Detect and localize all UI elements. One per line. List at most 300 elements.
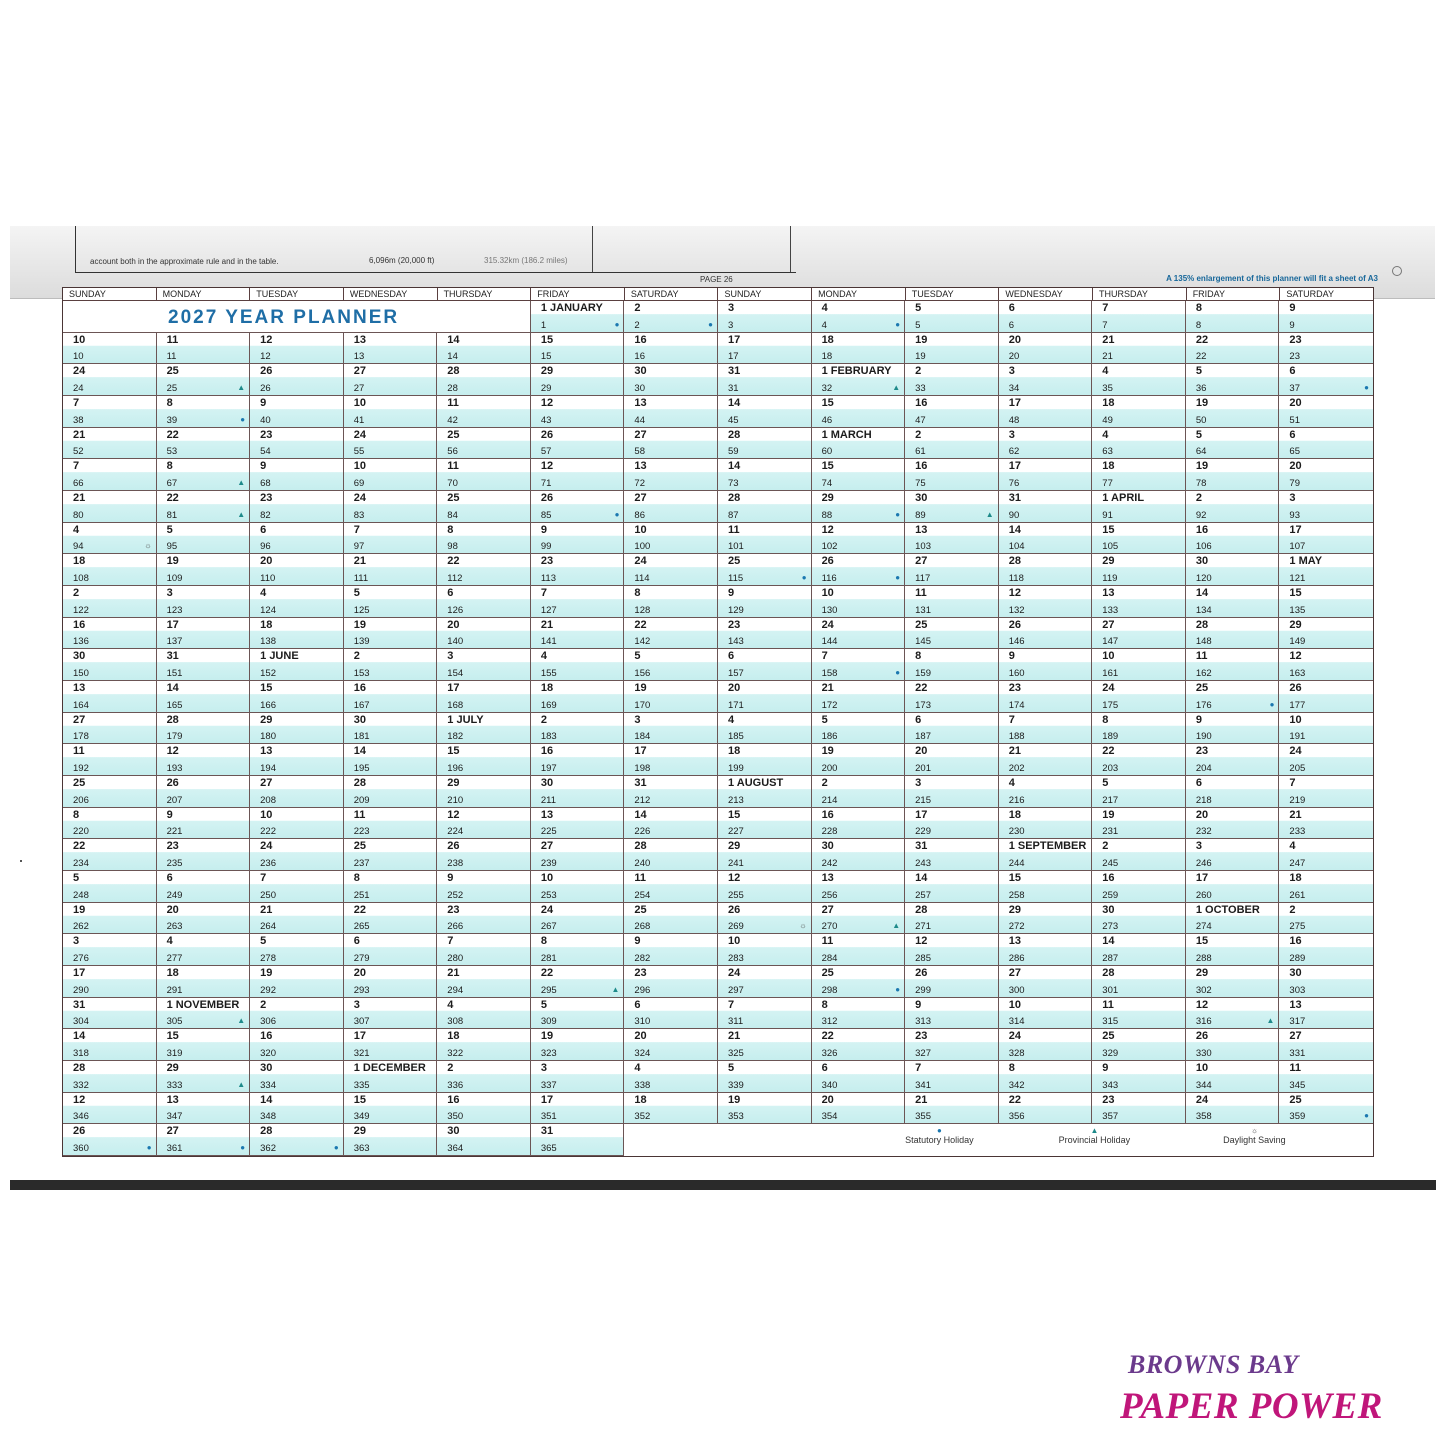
day-cell[interactable] xyxy=(1186,839,1280,871)
day-cell[interactable] xyxy=(624,1061,718,1093)
day-cell[interactable] xyxy=(157,586,251,618)
day-cell[interactable] xyxy=(812,364,906,396)
day-cell[interactable] xyxy=(344,459,438,491)
day-cell[interactable] xyxy=(437,713,531,745)
day-cell[interactable] xyxy=(437,934,531,966)
day-cell[interactable] xyxy=(718,1029,812,1061)
day-cell[interactable] xyxy=(344,808,438,840)
day-cell[interactable] xyxy=(250,713,344,745)
day-cell[interactable] xyxy=(624,934,718,966)
day-cell[interactable] xyxy=(531,491,625,523)
day-cell[interactable] xyxy=(905,1061,999,1093)
day-cell[interactable] xyxy=(437,1061,531,1093)
day-cell[interactable] xyxy=(157,364,251,396)
day-cell[interactable] xyxy=(157,1093,251,1125)
day-cell[interactable] xyxy=(63,649,157,681)
day-cell[interactable] xyxy=(63,364,157,396)
day-cell[interactable] xyxy=(531,744,625,776)
day-cell[interactable] xyxy=(1279,554,1373,586)
day-cell[interactable] xyxy=(250,744,344,776)
day-cell[interactable] xyxy=(624,713,718,745)
day-cell[interactable] xyxy=(1186,776,1280,808)
day-cell[interactable] xyxy=(250,776,344,808)
day-cell[interactable] xyxy=(718,301,812,333)
day-cell[interactable] xyxy=(905,808,999,840)
day-cell[interactable] xyxy=(1186,333,1280,365)
day-cell[interactable] xyxy=(157,934,251,966)
day-cell[interactable] xyxy=(437,649,531,681)
day-cell[interactable] xyxy=(344,1061,438,1093)
day-cell[interactable] xyxy=(250,1093,344,1125)
day-cell[interactable] xyxy=(1279,428,1373,460)
day-cell[interactable] xyxy=(63,459,157,491)
day-cell[interactable] xyxy=(1186,871,1280,903)
day-cell[interactable] xyxy=(718,839,812,871)
day-cell[interactable] xyxy=(157,333,251,365)
day-cell[interactable] xyxy=(905,586,999,618)
day-cell[interactable] xyxy=(437,744,531,776)
day-cell[interactable] xyxy=(905,998,999,1030)
day-cell[interactable] xyxy=(531,1124,625,1156)
day-cell[interactable] xyxy=(1092,903,1186,935)
day-cell[interactable] xyxy=(999,681,1093,713)
day-cell[interactable] xyxy=(812,649,906,681)
day-cell[interactable] xyxy=(812,618,906,650)
day-cell[interactable] xyxy=(812,396,906,428)
day-cell[interactable] xyxy=(1186,364,1280,396)
day-cell[interactable] xyxy=(905,934,999,966)
day-cell[interactable] xyxy=(624,618,718,650)
day-cell[interactable] xyxy=(531,713,625,745)
day-cell[interactable] xyxy=(1186,1029,1280,1061)
day-cell[interactable] xyxy=(624,554,718,586)
day-cell[interactable] xyxy=(1279,808,1373,840)
day-cell[interactable] xyxy=(531,966,625,998)
day-cell[interactable] xyxy=(812,713,906,745)
day-cell[interactable] xyxy=(63,523,157,555)
day-cell[interactable] xyxy=(1279,1093,1373,1125)
day-cell[interactable] xyxy=(531,333,625,365)
day-cell[interactable] xyxy=(531,776,625,808)
day-cell[interactable] xyxy=(1092,776,1186,808)
day-cell[interactable] xyxy=(250,681,344,713)
day-cell[interactable] xyxy=(1279,871,1373,903)
day-cell[interactable] xyxy=(1186,681,1280,713)
day-cell[interactable] xyxy=(1186,618,1280,650)
day-cell[interactable] xyxy=(1186,428,1280,460)
day-cell[interactable] xyxy=(344,871,438,903)
day-cell[interactable] xyxy=(1279,681,1373,713)
day-cell[interactable] xyxy=(1279,966,1373,998)
day-cell[interactable] xyxy=(718,776,812,808)
day-cell[interactable] xyxy=(1279,333,1373,365)
day-cell[interactable] xyxy=(812,301,906,333)
day-cell[interactable] xyxy=(1279,364,1373,396)
day-cell[interactable] xyxy=(812,681,906,713)
day-cell[interactable] xyxy=(1092,998,1186,1030)
day-cell[interactable] xyxy=(624,586,718,618)
day-cell[interactable] xyxy=(999,1029,1093,1061)
day-cell[interactable] xyxy=(905,966,999,998)
day-cell[interactable] xyxy=(157,523,251,555)
day-cell[interactable] xyxy=(63,1093,157,1125)
day-cell[interactable] xyxy=(63,618,157,650)
day-cell[interactable] xyxy=(250,839,344,871)
day-cell[interactable] xyxy=(999,523,1093,555)
day-cell[interactable] xyxy=(1186,934,1280,966)
day-cell[interactable] xyxy=(812,998,906,1030)
day-cell[interactable] xyxy=(905,301,999,333)
day-cell[interactable] xyxy=(1279,776,1373,808)
day-cell[interactable] xyxy=(999,396,1093,428)
day-cell[interactable] xyxy=(718,713,812,745)
day-cell[interactable] xyxy=(1186,491,1280,523)
day-cell[interactable] xyxy=(437,364,531,396)
day-cell[interactable] xyxy=(905,744,999,776)
day-cell[interactable] xyxy=(718,618,812,650)
day-cell[interactable] xyxy=(1092,966,1186,998)
day-cell[interactable] xyxy=(624,364,718,396)
day-cell[interactable] xyxy=(999,998,1093,1030)
day-cell[interactable] xyxy=(999,333,1093,365)
day-cell[interactable] xyxy=(718,523,812,555)
day-cell[interactable] xyxy=(250,428,344,460)
day-cell[interactable] xyxy=(718,428,812,460)
day-cell[interactable] xyxy=(250,1029,344,1061)
day-cell[interactable] xyxy=(999,1061,1093,1093)
day-cell[interactable] xyxy=(157,459,251,491)
day-cell[interactable] xyxy=(1279,491,1373,523)
day-cell[interactable] xyxy=(624,301,718,333)
day-cell[interactable] xyxy=(344,966,438,998)
day-cell[interactable] xyxy=(1092,681,1186,713)
day-cell[interactable] xyxy=(344,1029,438,1061)
day-cell[interactable] xyxy=(1186,903,1280,935)
day-cell[interactable] xyxy=(531,808,625,840)
day-cell[interactable] xyxy=(1186,554,1280,586)
day-cell[interactable] xyxy=(999,744,1093,776)
day-cell[interactable] xyxy=(999,364,1093,396)
day-cell[interactable] xyxy=(718,903,812,935)
day-cell[interactable] xyxy=(624,966,718,998)
day-cell[interactable] xyxy=(344,934,438,966)
day-cell[interactable] xyxy=(531,681,625,713)
day-cell[interactable] xyxy=(437,839,531,871)
day-cell[interactable] xyxy=(812,744,906,776)
day-cell[interactable] xyxy=(1092,1061,1186,1093)
day-cell[interactable] xyxy=(718,808,812,840)
day-cell[interactable] xyxy=(531,1061,625,1093)
day-cell[interactable] xyxy=(1279,903,1373,935)
day-cell[interactable] xyxy=(905,618,999,650)
day-cell[interactable] xyxy=(63,776,157,808)
day-cell[interactable] xyxy=(250,998,344,1030)
day-cell[interactable] xyxy=(63,744,157,776)
day-cell[interactable] xyxy=(1279,934,1373,966)
day-cell[interactable] xyxy=(718,934,812,966)
day-cell[interactable] xyxy=(718,396,812,428)
day-cell[interactable] xyxy=(531,428,625,460)
day-cell[interactable] xyxy=(624,998,718,1030)
day-cell[interactable] xyxy=(63,1124,157,1156)
day-cell[interactable] xyxy=(437,396,531,428)
day-cell[interactable] xyxy=(1092,618,1186,650)
day-cell[interactable] xyxy=(250,934,344,966)
day-cell[interactable] xyxy=(1186,966,1280,998)
day-cell[interactable] xyxy=(250,1124,344,1156)
day-cell[interactable] xyxy=(905,871,999,903)
day-cell[interactable] xyxy=(812,903,906,935)
day-cell[interactable] xyxy=(718,491,812,523)
day-cell[interactable] xyxy=(812,333,906,365)
day-cell[interactable] xyxy=(999,808,1093,840)
day-cell[interactable] xyxy=(344,618,438,650)
day-cell[interactable] xyxy=(531,649,625,681)
day-cell[interactable] xyxy=(437,776,531,808)
day-cell[interactable] xyxy=(624,396,718,428)
day-cell[interactable] xyxy=(63,871,157,903)
day-cell[interactable] xyxy=(344,1093,438,1125)
day-cell[interactable] xyxy=(1279,523,1373,555)
day-cell[interactable] xyxy=(905,839,999,871)
day-cell[interactable] xyxy=(999,713,1093,745)
day-cell[interactable] xyxy=(531,1093,625,1125)
day-cell[interactable] xyxy=(157,871,251,903)
day-cell[interactable] xyxy=(718,998,812,1030)
day-cell[interactable] xyxy=(1279,1061,1373,1093)
day-cell[interactable] xyxy=(344,776,438,808)
day-cell[interactable] xyxy=(344,681,438,713)
day-cell[interactable] xyxy=(344,649,438,681)
day-cell[interactable] xyxy=(905,713,999,745)
day-cell[interactable] xyxy=(344,523,438,555)
day-cell[interactable] xyxy=(812,586,906,618)
day-cell[interactable] xyxy=(531,301,625,333)
day-cell[interactable] xyxy=(999,903,1093,935)
day-cell[interactable] xyxy=(157,966,251,998)
day-cell[interactable] xyxy=(999,1093,1093,1125)
day-cell[interactable] xyxy=(437,333,531,365)
day-cell[interactable] xyxy=(999,776,1093,808)
day-cell[interactable] xyxy=(63,491,157,523)
day-cell[interactable] xyxy=(905,333,999,365)
day-cell[interactable] xyxy=(624,744,718,776)
day-cell[interactable] xyxy=(157,903,251,935)
day-cell[interactable] xyxy=(1186,586,1280,618)
day-cell[interactable] xyxy=(437,681,531,713)
day-cell[interactable] xyxy=(531,903,625,935)
day-cell[interactable] xyxy=(905,681,999,713)
day-cell[interactable] xyxy=(624,903,718,935)
day-cell[interactable] xyxy=(624,776,718,808)
day-cell[interactable] xyxy=(531,554,625,586)
day-cell[interactable] xyxy=(63,681,157,713)
day-cell[interactable] xyxy=(250,523,344,555)
day-cell[interactable] xyxy=(437,966,531,998)
day-cell[interactable] xyxy=(250,966,344,998)
day-cell[interactable] xyxy=(157,681,251,713)
day-cell[interactable] xyxy=(157,776,251,808)
day-cell[interactable] xyxy=(250,396,344,428)
day-cell[interactable] xyxy=(437,586,531,618)
day-cell[interactable] xyxy=(1186,744,1280,776)
day-cell[interactable] xyxy=(1092,744,1186,776)
day-cell[interactable] xyxy=(250,1061,344,1093)
day-cell[interactable] xyxy=(157,428,251,460)
day-cell[interactable] xyxy=(1092,333,1186,365)
day-cell[interactable] xyxy=(1279,618,1373,650)
day-cell[interactable] xyxy=(905,1029,999,1061)
day-cell[interactable] xyxy=(250,364,344,396)
day-cell[interactable] xyxy=(999,459,1093,491)
day-cell[interactable] xyxy=(157,649,251,681)
day-cell[interactable] xyxy=(812,808,906,840)
day-cell[interactable] xyxy=(157,1061,251,1093)
day-cell[interactable] xyxy=(250,586,344,618)
day-cell[interactable] xyxy=(1092,649,1186,681)
day-cell[interactable] xyxy=(812,491,906,523)
day-cell[interactable] xyxy=(718,966,812,998)
day-cell[interactable] xyxy=(531,523,625,555)
day-cell[interactable] xyxy=(1186,396,1280,428)
day-cell[interactable] xyxy=(157,998,251,1030)
day-cell[interactable] xyxy=(1186,459,1280,491)
day-cell[interactable] xyxy=(531,396,625,428)
day-cell[interactable] xyxy=(1092,808,1186,840)
day-cell[interactable] xyxy=(905,649,999,681)
day-cell[interactable] xyxy=(624,459,718,491)
day-cell[interactable] xyxy=(63,966,157,998)
day-cell[interactable] xyxy=(624,871,718,903)
day-cell[interactable] xyxy=(624,1093,718,1125)
day-cell[interactable] xyxy=(531,459,625,491)
day-cell[interactable] xyxy=(437,1093,531,1125)
day-cell[interactable] xyxy=(437,903,531,935)
day-cell[interactable] xyxy=(718,586,812,618)
day-cell[interactable] xyxy=(344,1124,438,1156)
day-cell[interactable] xyxy=(1279,649,1373,681)
day-cell[interactable] xyxy=(718,649,812,681)
day-cell[interactable] xyxy=(1186,808,1280,840)
day-cell[interactable] xyxy=(531,839,625,871)
day-cell[interactable] xyxy=(1186,713,1280,745)
day-cell[interactable] xyxy=(624,839,718,871)
day-cell[interactable] xyxy=(905,396,999,428)
day-cell[interactable] xyxy=(250,333,344,365)
day-cell[interactable] xyxy=(63,903,157,935)
day-cell[interactable] xyxy=(718,681,812,713)
day-cell[interactable] xyxy=(437,998,531,1030)
day-cell[interactable] xyxy=(999,301,1093,333)
day-cell[interactable] xyxy=(531,998,625,1030)
day-cell[interactable] xyxy=(718,871,812,903)
day-cell[interactable] xyxy=(437,428,531,460)
day-cell[interactable] xyxy=(344,491,438,523)
day-cell[interactable] xyxy=(344,396,438,428)
day-cell[interactable] xyxy=(999,934,1093,966)
day-cell[interactable] xyxy=(437,459,531,491)
day-cell[interactable] xyxy=(812,839,906,871)
day-cell[interactable] xyxy=(63,554,157,586)
day-cell[interactable] xyxy=(1279,839,1373,871)
day-cell[interactable] xyxy=(531,934,625,966)
day-cell[interactable] xyxy=(1186,1061,1280,1093)
day-cell[interactable] xyxy=(624,491,718,523)
day-cell[interactable] xyxy=(63,586,157,618)
day-cell[interactable] xyxy=(718,554,812,586)
day-cell[interactable] xyxy=(812,776,906,808)
day-cell[interactable] xyxy=(531,871,625,903)
day-cell[interactable] xyxy=(437,618,531,650)
day-cell[interactable] xyxy=(437,523,531,555)
day-cell[interactable] xyxy=(1092,934,1186,966)
day-cell[interactable] xyxy=(812,1093,906,1125)
day-cell[interactable] xyxy=(1186,649,1280,681)
day-cell[interactable] xyxy=(344,428,438,460)
day-cell[interactable] xyxy=(1279,459,1373,491)
day-cell[interactable] xyxy=(344,364,438,396)
day-cell[interactable] xyxy=(250,618,344,650)
day-cell[interactable] xyxy=(718,364,812,396)
day-cell[interactable] xyxy=(157,396,251,428)
day-cell[interactable] xyxy=(1092,459,1186,491)
day-cell[interactable] xyxy=(905,428,999,460)
day-cell[interactable] xyxy=(1279,586,1373,618)
day-cell[interactable] xyxy=(999,839,1093,871)
day-cell[interactable] xyxy=(1279,998,1373,1030)
day-cell[interactable] xyxy=(250,871,344,903)
day-cell[interactable] xyxy=(63,934,157,966)
day-cell[interactable] xyxy=(812,1029,906,1061)
day-cell[interactable] xyxy=(157,554,251,586)
day-cell[interactable] xyxy=(905,903,999,935)
day-cell[interactable] xyxy=(437,871,531,903)
day-cell[interactable] xyxy=(812,523,906,555)
day-cell[interactable] xyxy=(905,459,999,491)
day-cell[interactable] xyxy=(157,713,251,745)
day-cell[interactable] xyxy=(1092,839,1186,871)
day-cell[interactable] xyxy=(63,333,157,365)
day-cell[interactable] xyxy=(1186,523,1280,555)
day-cell[interactable] xyxy=(1092,586,1186,618)
day-cell[interactable] xyxy=(718,459,812,491)
day-cell[interactable] xyxy=(250,554,344,586)
day-cell[interactable] xyxy=(718,333,812,365)
day-cell[interactable] xyxy=(437,1124,531,1156)
day-cell[interactable] xyxy=(718,1061,812,1093)
day-cell[interactable] xyxy=(812,459,906,491)
day-cell[interactable] xyxy=(905,776,999,808)
day-cell[interactable] xyxy=(157,744,251,776)
day-cell[interactable] xyxy=(624,428,718,460)
day-cell[interactable] xyxy=(250,903,344,935)
day-cell[interactable] xyxy=(437,808,531,840)
day-cell[interactable] xyxy=(999,966,1093,998)
day-cell[interactable] xyxy=(1092,1093,1186,1125)
day-cell[interactable] xyxy=(250,649,344,681)
day-cell[interactable] xyxy=(812,1061,906,1093)
day-cell[interactable] xyxy=(1092,554,1186,586)
day-cell[interactable] xyxy=(157,1124,251,1156)
day-cell[interactable] xyxy=(624,1029,718,1061)
day-cell[interactable] xyxy=(718,1093,812,1125)
day-cell[interactable] xyxy=(1092,428,1186,460)
day-cell[interactable] xyxy=(812,428,906,460)
day-cell[interactable] xyxy=(1279,744,1373,776)
day-cell[interactable] xyxy=(905,364,999,396)
day-cell[interactable] xyxy=(344,586,438,618)
day-cell[interactable] xyxy=(812,554,906,586)
